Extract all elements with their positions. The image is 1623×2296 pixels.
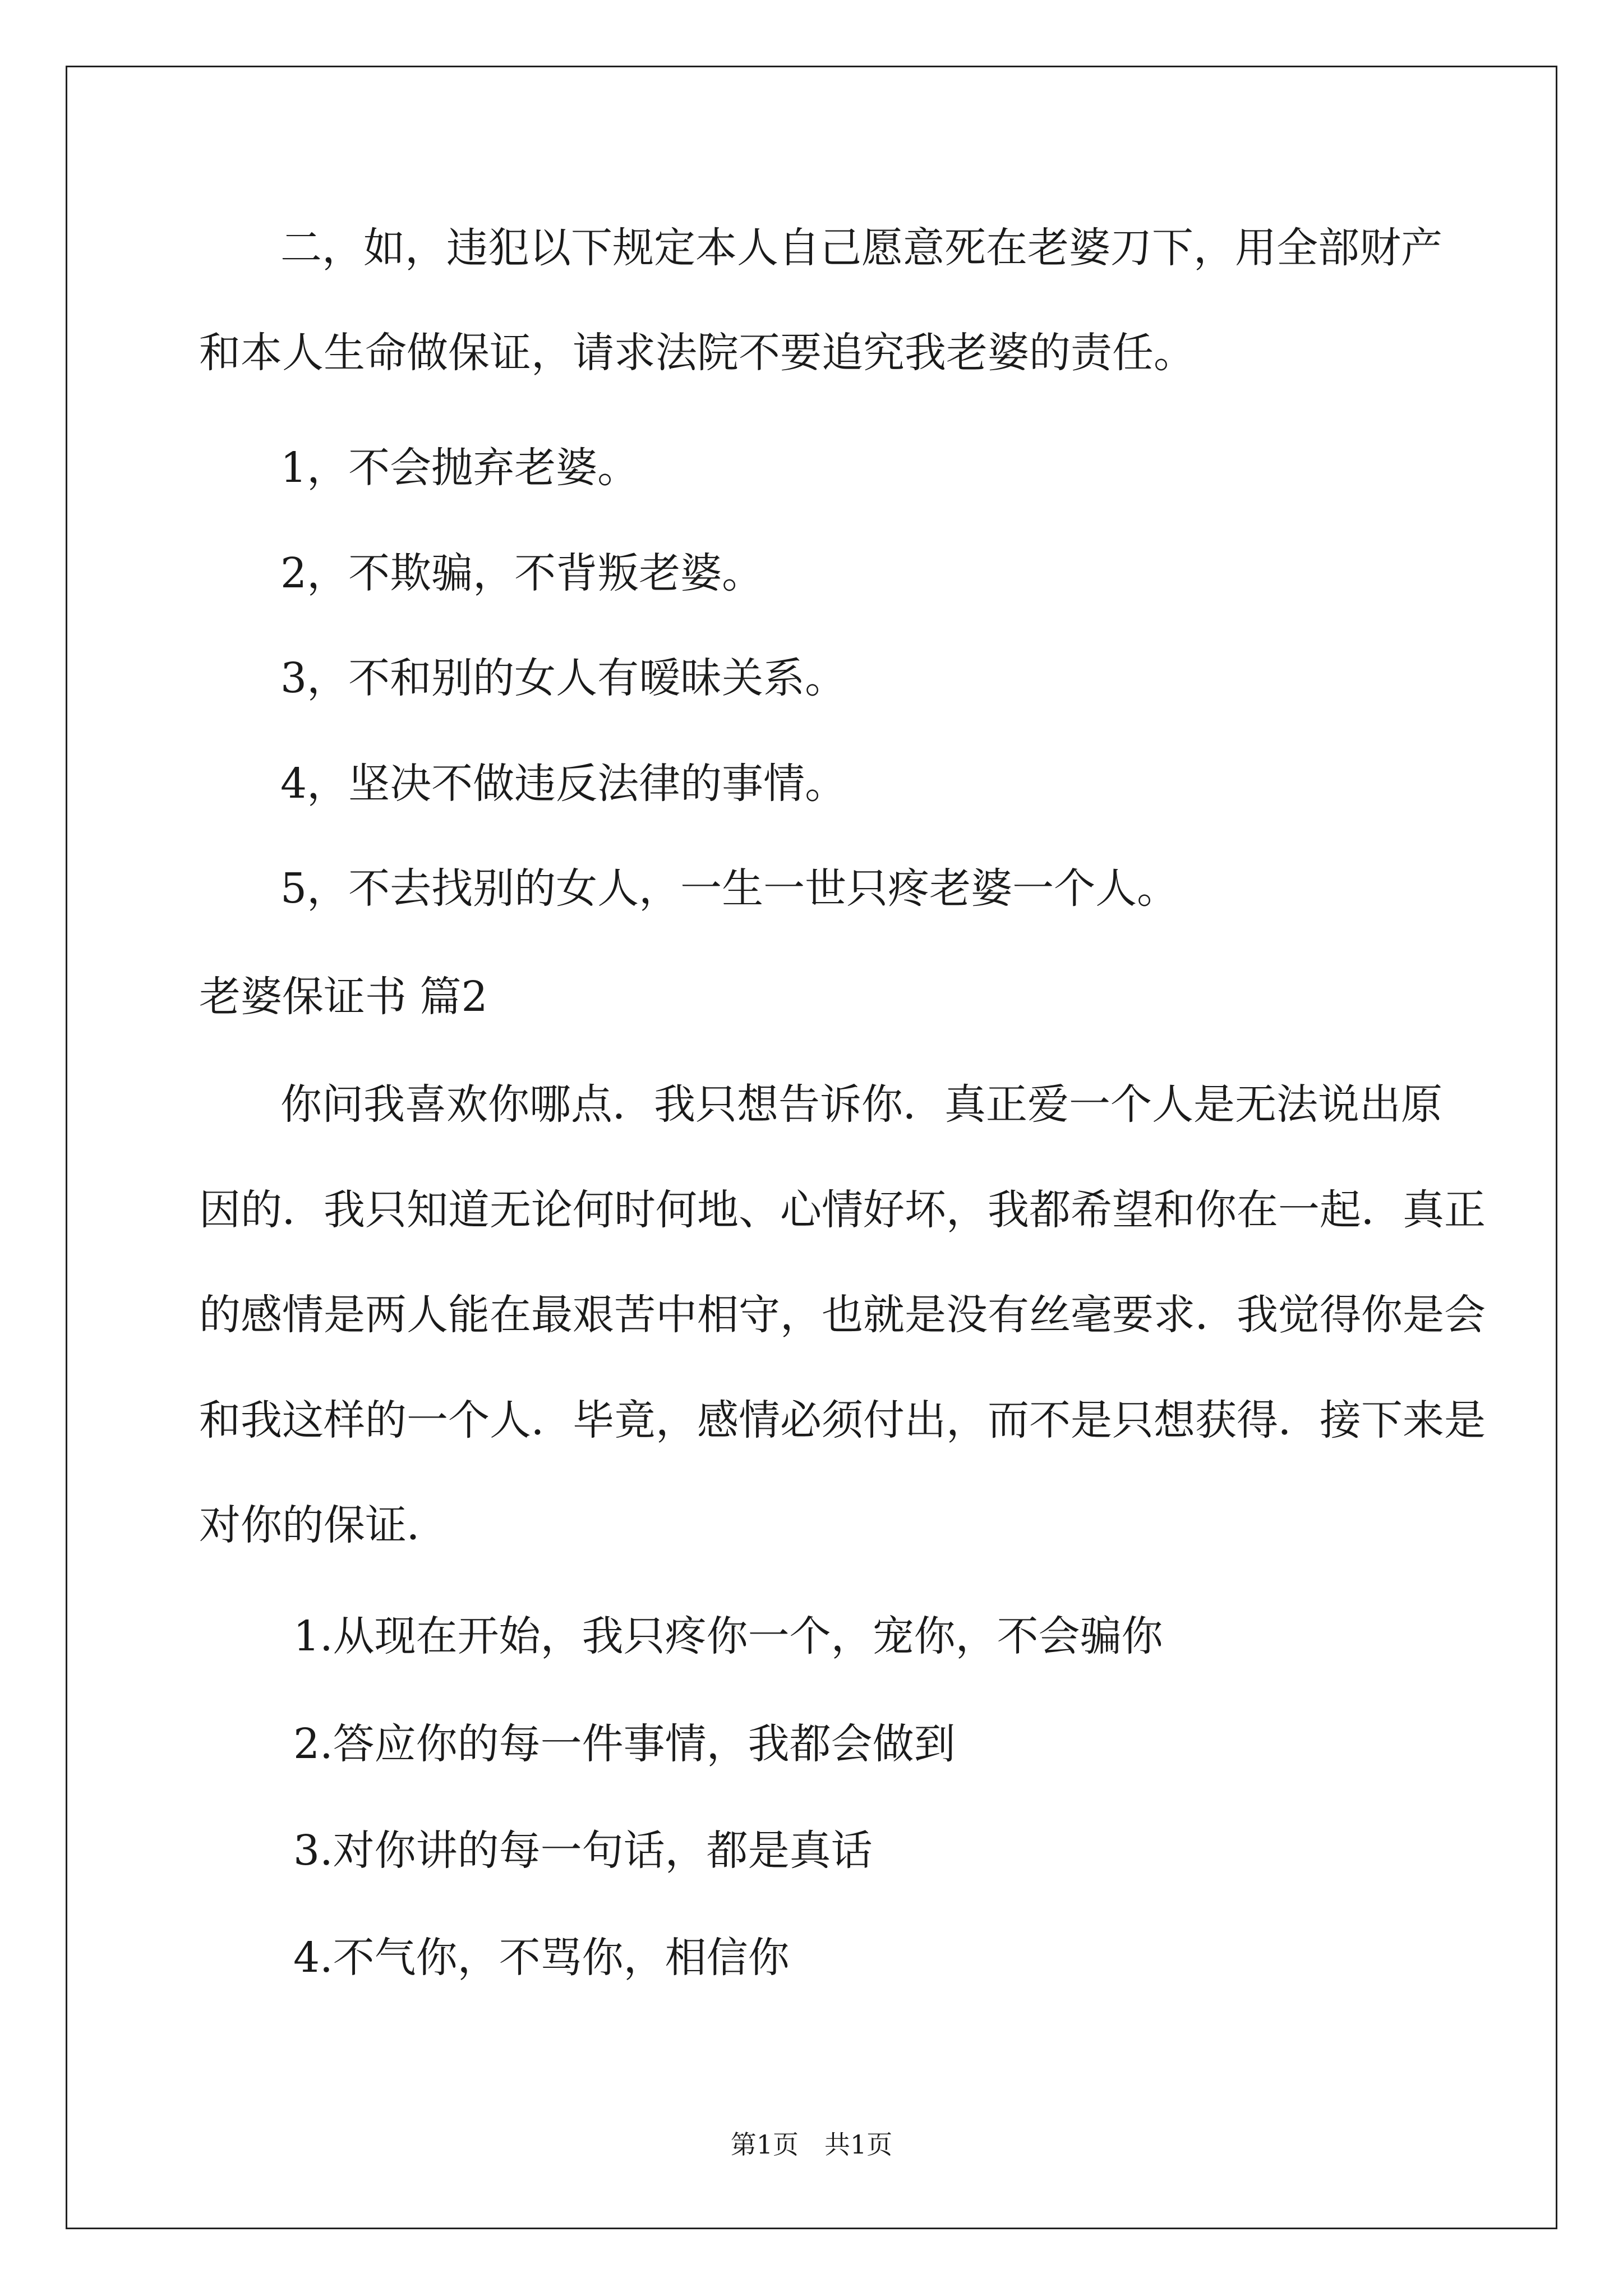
promise-item: 2.答应你的每一件事情，我都会做到 [293,1720,956,1768]
promise-item: 4.不气你，不骂你，相信你 [293,1934,790,1982]
page-border [66,66,1557,2229]
paragraph-line: 对你的保证． [199,1501,448,1549]
page-footer: 第1页 共1页 [730,2129,893,2160]
rule-item: 5，不去找别的女人，一生一世只疼老婆一个人。 [280,864,1179,913]
paragraph-line: 你问我喜欢你哪点．我只想告诉你．真正爱一个人是无法说出原 [280,1080,1442,1129]
rule-item: 4，坚决不做违反法律的事情。 [280,760,847,808]
promise-item: 1.从现在开始，我只疼你一个，宠你，不会骗你 [293,1612,1163,1660]
paragraph-line: 的感情是两人能在最艰苦中相守，也就是没有丝毫要求．我觉得你是会 [199,1291,1486,1339]
rule-item: 1，不会抛弃老婆。 [280,444,639,492]
rule-item: 3，不和别的女人有暧昧关系。 [280,654,847,702]
intro-line-2: 和本人生命做保证，请求法院不要追究我老婆的责任。 [199,329,1195,377]
rule-item: 2，不欺骗，不背叛老婆。 [280,549,764,597]
promise-item: 3.对你讲的每一句话，都是真话 [293,1826,873,1875]
section-heading: 老婆保证书 篇2 [199,973,488,1021]
paragraph-line: 和我这样的一个人．毕竟，感情必须付出，而不是只想获得．接下来是 [199,1396,1486,1444]
intro-line-1: 二，如，违犯以下规定本人自己愿意死在老婆刀下，用全部财产 [280,224,1442,272]
paragraph-line: 因的．我只知道无论何时何地、心情好坏，我都希望和你在一起．真正 [199,1186,1486,1234]
